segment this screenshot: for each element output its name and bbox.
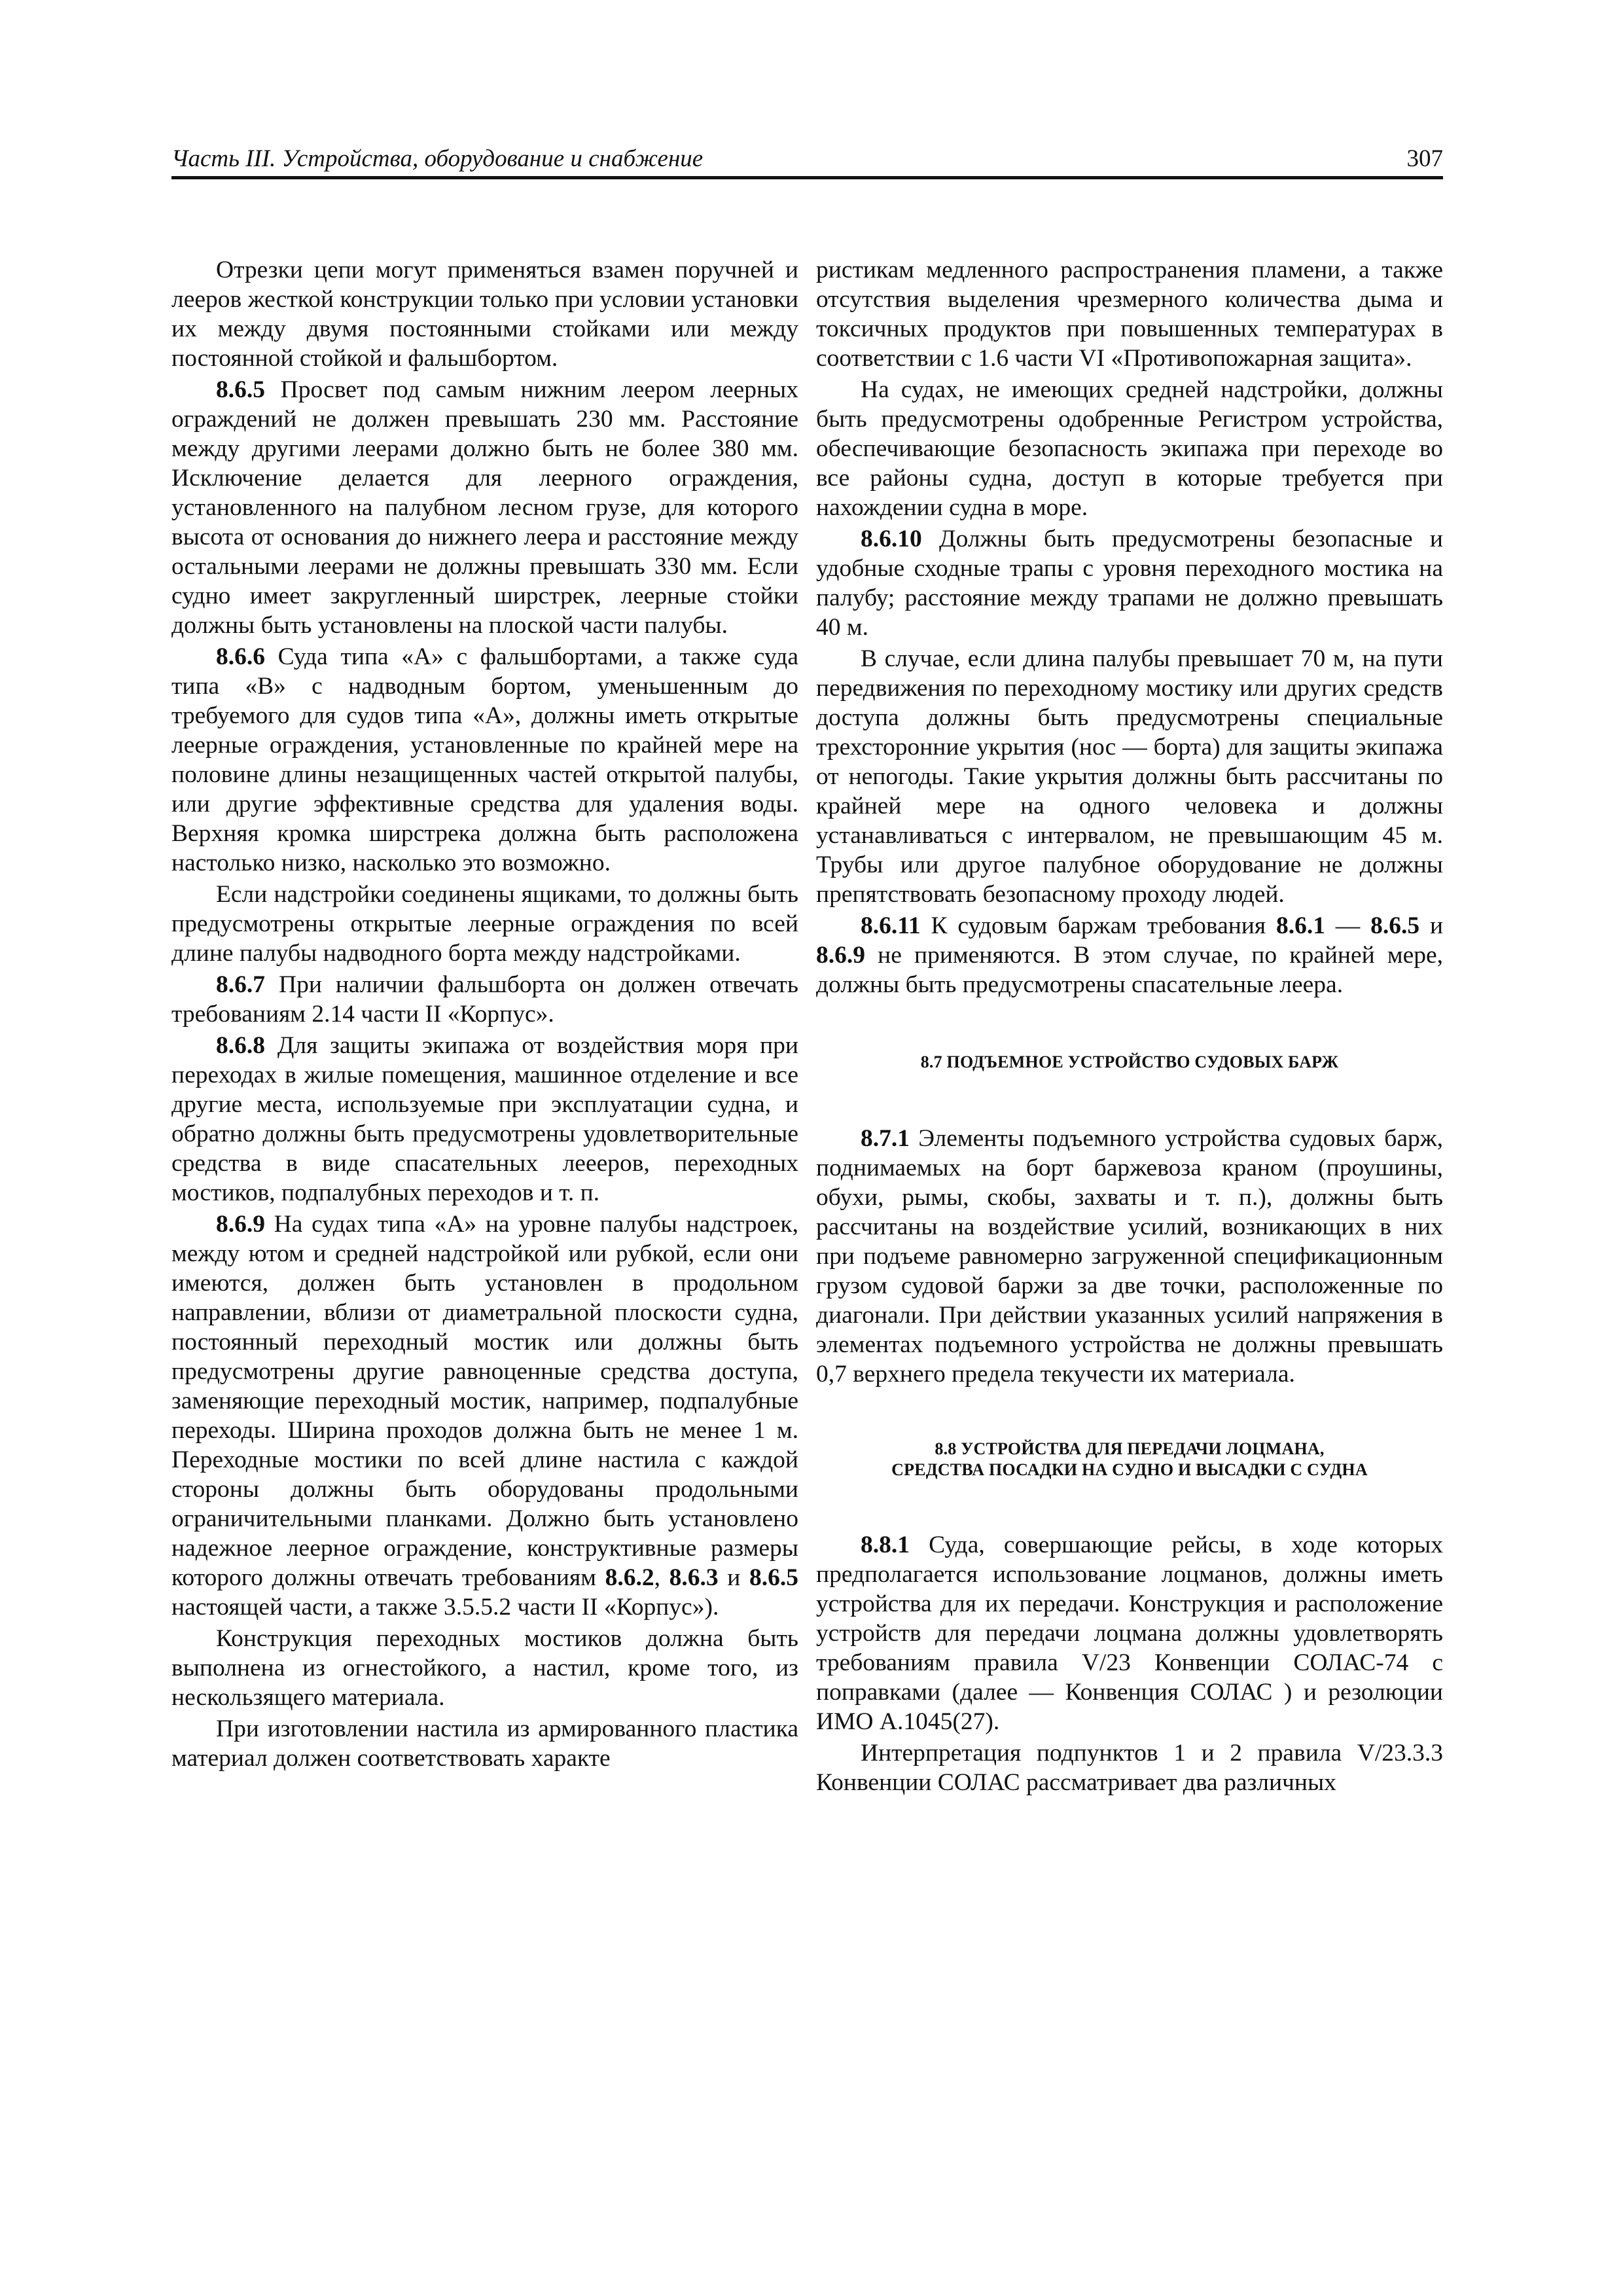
- paragraph: [171, 880, 798, 968]
- left-column: [171, 255, 798, 1775]
- paragraph-8-6-7: [171, 970, 798, 1029]
- paragraph-8-8-1: [816, 1530, 1443, 1736]
- heading-line: 8.8 УСТРОЙСТВА ДЛЯ ПЕРЕДАЧИ ЛОЦМАНА,: [935, 1439, 1325, 1458]
- paragraph-text: На судах, не имеющих средней надстройки, должны быть предусмотрены одобренные Регистром устройства, обеспечивающие безопасность экипажа при переходе во все районы судна, доступ в которые требуется при нахождении судна в море.: [816, 376, 1443, 521]
- right-column: [816, 255, 1443, 1799]
- paragraph-text: настоящей части, а также 3.5.5.2 части II «Корпус»).: [171, 1594, 719, 1621]
- paragraph-8-6-10: [816, 524, 1443, 642]
- separator-text: и: [718, 1564, 750, 1591]
- paragraph: [816, 375, 1443, 522]
- paragraph-text: При наличии фальшборта он должен отвечать требованиям 2.14 части II «Корпус».: [171, 971, 798, 1028]
- separator-text: —: [1325, 912, 1371, 939]
- clause-number: 8.6.9: [216, 1211, 265, 1238]
- clause-number: 8.6.5: [216, 376, 265, 403]
- paragraph-text: Суда типа «А» с фальшбортами, а также суда типа «В» с надводным бортом, уменьшенным до требуемого для судов типа «А», должны иметь открытые леерные ограждения, установленные по крайней мере на половине длины незащищенных частей открытой палубы, или другие эффективные средства для удаления воды. Верхняя кромка ширстрека должна быть расположена настолько низко, насколько это возможно.: [171, 643, 799, 876]
- clause-reference: 8.6.5: [1370, 912, 1420, 939]
- separator-text: и: [1419, 912, 1444, 939]
- paragraph-text: Суда, совершающие рейсы, в ходе которых предполагается использование лоцманов, должны иметь устройства для их передачи. Конструкция и расположение устройств для передачи лоцмана должны удовлетворять требованиям правила V/23 Конвенции СОЛАС-74 с поправками (далее — Конвенция СОЛАС ) и резолюции ИМО А.1045(27).: [816, 1532, 1443, 1735]
- clause-reference: 8.6.9: [816, 942, 865, 969]
- clause-number: 8.7.1: [861, 1125, 910, 1152]
- page-number: 307: [1406, 145, 1443, 172]
- clause-reference: 8.6.5: [749, 1564, 799, 1591]
- paragraph-text: К судовым баржам требования: [931, 912, 1266, 939]
- section-heading-8-7: 8.7 ПОДЪЕМНОЕ УСТРОЙСТВО СУДОВЫХ БАРЖ: [920, 1052, 1339, 1071]
- paragraph-text: Для защиты экипажа от воздействия моря при переходах в жилые помещения, машинное отделение и все другие места, используемые при эксплуатации судна, и обратно должны быть предусмотрены удовлетворительные средства в виде спасательных леееров, переходных мостиков, подпалубных переходов и т. п.: [171, 1032, 799, 1206]
- paragraph-text: Интерпретация подпунктов 1 и 2 правила V/23.3.3 Конвенции СОЛАС рассматривает два различных: [816, 1740, 1443, 1796]
- paragraph-text: Просвет под самым нижним леером леерных ограждений не должен превышать 230 мм. Расстояние между другими леерами должно быть не более 380 мм. Исключение делается для леерного ограждения, установленного на палубном лесном грузе, для которого высота от основания до нижнего леера и расстояние между остальными леерами не должны превышать 330 мм. Если судно имеет закругленный ширстрек, леерные стойки должны быть установлены на плоской части палубы.: [171, 376, 798, 639]
- clause-number: 8.6.8: [216, 1032, 265, 1059]
- clause-number: 8.8.1: [861, 1532, 910, 1558]
- paragraph-text: не применяются. В этом случае, по крайней мере, должны быть предусмотрены спасательные леера.: [816, 942, 1443, 998]
- paragraph-text: Конструкция переходных мостиков должна быть выполнена из огнестойкого, а настил, кроме того, из нескользящего материала.: [171, 1625, 798, 1711]
- paragraph-text: Отрезки цепи могут применяться взамен поручней и леeров жесткой конструкции только при условии установки их между двумя постоянными стойками или между постоянной стойкой и фальшбортом.: [171, 257, 798, 372]
- paragraph-8-7-1: [816, 1124, 1443, 1389]
- paragraph: [171, 1624, 798, 1712]
- clause-number: 8.6.7: [216, 971, 265, 998]
- heading-line: СРЕДСТВА ПОСАДКИ НА СУДНО И ВЫСАДКИ С СУДНА: [891, 1460, 1368, 1479]
- paragraph-8-6-11: [816, 911, 1443, 999]
- running-header: [171, 140, 1443, 179]
- paragraph: [171, 1714, 798, 1773]
- header-rule: [171, 176, 1443, 179]
- paragraph-text: При изготовлении настила из армированного пластика материал должен соответствовать характе: [171, 1715, 798, 1772]
- paragraph-8-6-6: [171, 642, 798, 878]
- paragraph-text: Должны быть предусмотрены безопасные и удобные сходные трапы с уровня переходного мостика на палубу; расстояние между трапами не должно превышать 40 м.: [816, 526, 1443, 641]
- paragraph-8-6-8: [171, 1031, 798, 1208]
- clause-reference: 8.6.3: [669, 1564, 719, 1591]
- paragraph-8-6-5: [171, 375, 798, 640]
- paragraph-text: Элементы подъемного устройства судовых барж, поднимаемых на борт баржевоза краном (проушины, обухи, рымы, скобы, захваты и т. п.), должны быть рассчитаны на воздействие усилий, возникающих в них при подъеме равномерно загруженной спецификационным грузом судовой баржи за две точки, расположенные по диагонали. При действии указанных усилий напряжения в элементах подъемного устройства не должны превышать 0,7 верхнего предела текучести их материала.: [816, 1125, 1444, 1388]
- section-heading-8-8: [816, 1439, 1443, 1480]
- clause-number: 8.6.11: [861, 912, 921, 939]
- paragraph-text: На судах типа «А» на уровне палубы надстроек, между ютом и средней надстройкой или рубкой, если они имеются, должен быть установлен в продольном направлении, вблизи от диаметральной плоскости судна, постоянный переходный мостик или должны быть предусмотрены другие равноценные средства доступа, заменяющие переходный мостик, например, подпалубные переходы. Ширина проходов должна быть не менее 1 м. Переходные мостики по всей длине настила с каждой стороны должны быть оборудованы продольными ограничительными планками. Должно быть установлено надежное леерное ограждение, конструктивные размеры которого должны отвечать требованиям: [171, 1211, 798, 1591]
- paragraph: [171, 255, 798, 373]
- clause-number: 8.6.10: [861, 526, 922, 552]
- paragraph-text: В случае, если длина палубы превышает 70 м, на пути передвижения по переходному мостику или других средств доступа должны быть предусмотрены специальные трехсторонние укрытия (нос — борта) для защиты экипажа от непогоды. Такие укрытия должны быть рассчитаны по крайней мере на одного человека и должны устанавливаться с интервалом, не превышающим 45 м. Трубы или другое палубное оборудование не должны препятствовать безопасному проходу людей.: [816, 645, 1443, 908]
- paragraph-text: Если надстройки соединены ящиками, то должны быть предусмотрены открытые леерные ограждения по всей длине палубы надводного борта между надстройками.: [171, 881, 798, 967]
- paragraph: [816, 1738, 1443, 1797]
- separator-text: ,: [654, 1564, 669, 1591]
- clause-reference: 8.6.2: [605, 1564, 654, 1591]
- header-title: Часть III. Устройства, оборудование и снабжение: [171, 145, 704, 172]
- paragraph-8-6-9: [171, 1210, 798, 1622]
- clause-reference: 8.6.1: [1275, 912, 1325, 939]
- paragraph-continuation: [816, 255, 1443, 373]
- paragraph-text: ристикам медленного распространения пламени, а также отсутствия выделения чрезмерного количества дыма и токсичных продуктов при повышенных температурах в соответствии с 1.6 части VI «Противопожарная защита».: [816, 257, 1443, 372]
- paragraph: [816, 644, 1443, 909]
- clause-number: 8.6.6: [216, 643, 265, 670]
